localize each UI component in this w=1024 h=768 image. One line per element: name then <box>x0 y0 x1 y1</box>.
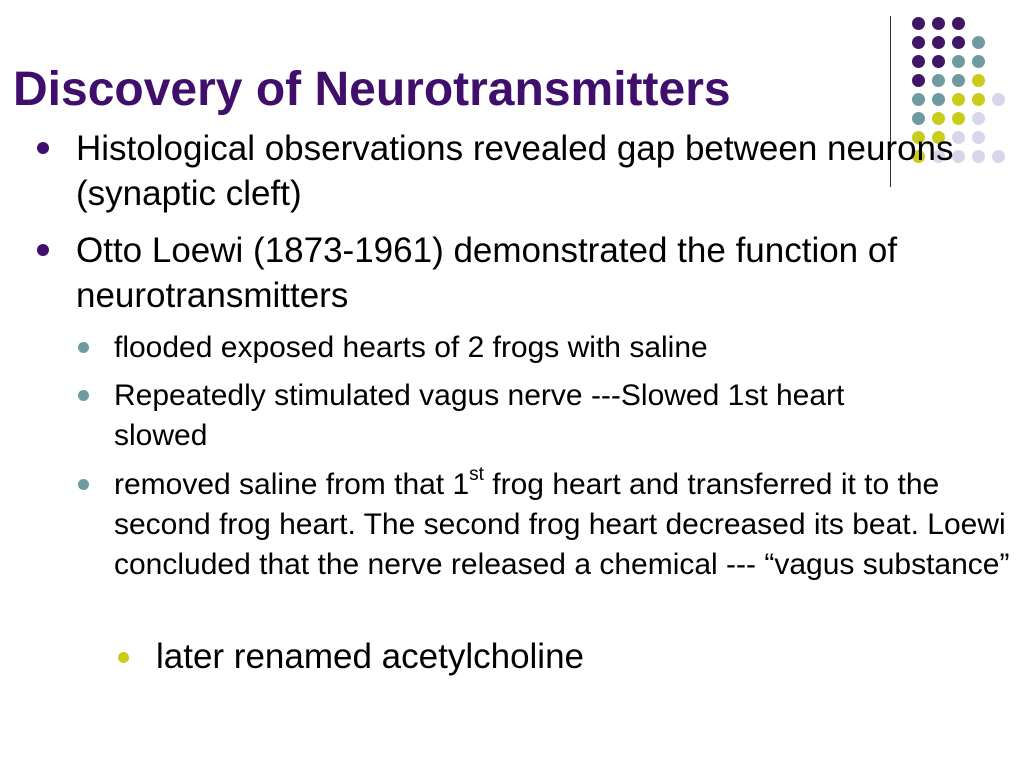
bullet-marker-icon <box>78 479 89 490</box>
ordinal-superscript: st <box>469 464 484 485</box>
decorative-dot <box>972 36 985 49</box>
decorative-dot <box>932 36 945 49</box>
decorative-dot <box>952 36 965 49</box>
slide-title: Discovery of Neurotransmitters <box>13 63 731 116</box>
decorative-dot <box>912 112 925 125</box>
bullet-text <box>114 465 1014 585</box>
bullet-marker-icon <box>78 390 89 401</box>
sub-sub-bullet-acetylcholine <box>156 634 976 679</box>
decorative-dot <box>952 55 965 68</box>
bullet-text-part: removed saline from that 1 <box>114 468 470 501</box>
decorative-dot <box>912 36 925 49</box>
bullet-marker-icon <box>78 342 89 353</box>
decorative-dot <box>912 55 925 68</box>
decorative-dot <box>932 112 945 125</box>
decorative-dot <box>932 93 945 106</box>
bullet-marker-icon <box>37 244 49 256</box>
decorative-dot <box>992 93 1005 106</box>
sub-bullet-stimulated-vagus <box>114 376 934 456</box>
bullet-text: Histological observations revealed gap between neurons (synaptic cleft) <box>76 129 954 213</box>
bullet-text: flooded exposed hearts of 2 frogs with saline <box>114 331 708 364</box>
bullet-otto-loewi <box>76 228 996 318</box>
bullet-marker-icon <box>37 142 49 154</box>
bullet-marker-icon <box>118 652 129 663</box>
decorative-dot <box>972 55 985 68</box>
decorative-dot <box>972 112 985 125</box>
decorative-dot <box>912 17 925 30</box>
decorative-dot <box>952 17 965 30</box>
bullet-text: Otto Loewi (1873-1961) demonstrated the function of neurotransmitters <box>76 231 898 315</box>
bullet-text: Repeatedly stimulated vagus nerve ---Slowed 1st heart slowed <box>114 379 845 452</box>
decorative-dot <box>912 93 925 106</box>
bullet-text-part: frog heart and transferred it to the second frog heart. The second frog heart decreased its beat. Loewi concluded that the nerve released a chemical --- “vagus substance” <box>114 468 1010 581</box>
bullet-text: later renamed acetylcholine <box>156 637 585 676</box>
decorative-dot <box>932 17 945 30</box>
decorative-dot <box>952 93 965 106</box>
sub-bullet-flooded-hearts <box>114 328 1014 368</box>
decorative-dot <box>912 74 925 87</box>
sub-bullet-removed-saline <box>114 465 1014 585</box>
decorative-dot <box>932 55 945 68</box>
bullet-histological-observations <box>76 126 996 216</box>
decorative-dot <box>952 112 965 125</box>
decorative-dot <box>932 74 945 87</box>
decorative-dot <box>952 74 965 87</box>
decorative-dot <box>972 93 985 106</box>
decorative-dot <box>972 74 985 87</box>
